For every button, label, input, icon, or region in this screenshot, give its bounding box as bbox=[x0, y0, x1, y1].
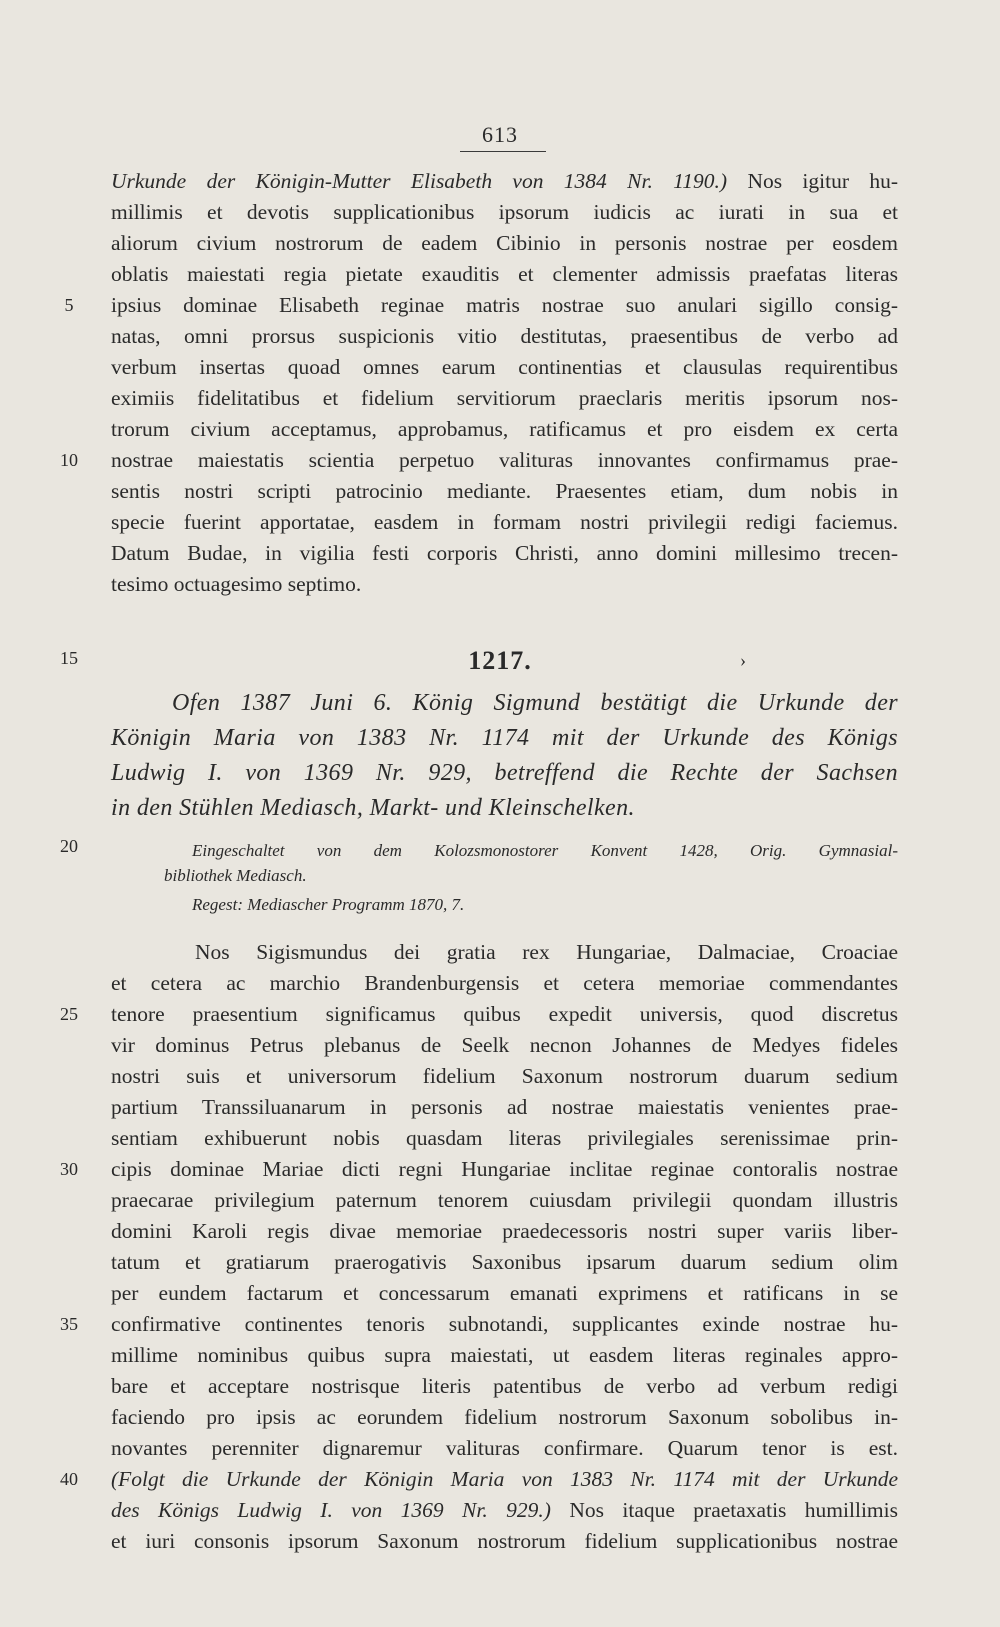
line-number: 30 bbox=[60, 1159, 78, 1179]
text-line: nostrae maiestatis scientia perpetuo valituras innovantes confirmamus prae- bbox=[111, 448, 898, 472]
margin-mark: › bbox=[740, 650, 746, 670]
text-line: praecarae privilegium paternum tenorem cuiusdam privilegii quondam illustris bbox=[111, 1188, 898, 1212]
text-line: oblatis maiestati regia pietate exauditis et clementer admissis praefatas literas bbox=[111, 262, 898, 286]
text-span: Nos itaque praetaxatis humillimis bbox=[550, 1498, 898, 1522]
italic-reference: Urkunde der Königin-Mutter Elisabeth von 1384 Nr. 1190.) bbox=[111, 169, 728, 193]
regest-line: Königin Maria von 1383 Nr. 1174 mit der Urkunde des Königs bbox=[111, 725, 898, 751]
text-line: tenore praesentium significamus quibus expedit universis, quod discretus bbox=[111, 1002, 898, 1026]
text-line: tatum et gratiarum praerogativis Saxonibus ipsarum duarum sedium olim bbox=[111, 1250, 898, 1274]
text-line: et cetera ac marchio Brandenburgensis et cetera memoriae commendantes bbox=[111, 971, 898, 995]
text-line: partium Transsiluanarum in personis ad nostrae maiestatis venientes prae- bbox=[111, 1095, 898, 1119]
text-line: tesimo octuagesimo septimo. bbox=[111, 572, 362, 596]
text-line: Datum Budae, in vigilia festi corporis Christi, anno domini millesimo trecen- bbox=[111, 541, 898, 565]
line-number: 25 bbox=[60, 1004, 78, 1024]
regest-line: Ofen 1387 Juni 6. König Sigmund bestätigt die Urkunde der bbox=[172, 690, 898, 716]
text-line: ipsius dominae Elisabeth reginae matris nostrae suo anulari sigillo consig- bbox=[111, 293, 898, 317]
text-line bbox=[111, 166, 898, 197]
text-line: specie fuerint apportatae, easdem in formam nostri privilegii redigi faciemus. bbox=[111, 510, 898, 534]
italic-reference: des Königs Ludwig I. von 1369 Nr. 929.) bbox=[111, 1498, 551, 1522]
line-number: 10 bbox=[60, 450, 78, 470]
text-line bbox=[111, 1495, 898, 1526]
text-line: per eundem factarum et concessarum emanati exprimens et ratificans in se bbox=[111, 1281, 898, 1305]
text-line: aliorum civium nostrorum de eadem Cibinio in personis nostrae per eosdem bbox=[111, 231, 898, 255]
text-line: novantes perenniter dignaremur valituras confirmare. Quarum tenor is est. bbox=[111, 1436, 898, 1460]
page-number-rule bbox=[460, 151, 546, 152]
italic-reference: (Folgt die Urkunde der Königin Maria von 1383 Nr. 1174 mit der Urkunde bbox=[111, 1467, 898, 1491]
text-line: sentis nostri scripti patrocinio mediante. Praesentes etiam, dum nobis in bbox=[111, 479, 898, 503]
text-line: bare et acceptare nostrisque literis patentibus de verbo ad verbum redigi bbox=[111, 1374, 898, 1398]
text-line bbox=[111, 1464, 898, 1495]
text-line: confirmative continentes tenoris subnotandi, supplicantes exinde nostrae hu- bbox=[111, 1312, 898, 1336]
text-line: nostri suis et universorum fidelium Saxonum nostrorum duarum sedium bbox=[111, 1064, 898, 1088]
source-note: bibliothek Mediasch. bbox=[164, 866, 307, 885]
text-line: et iuri consonis ipsorum Saxonum nostrorum fidelium supplicationibus nostrae bbox=[111, 1529, 898, 1553]
text-line: Nos Sigismundus dei gratia rex Hungariae, Dalmaciae, Croaciae bbox=[195, 940, 898, 964]
line-number: 20 bbox=[60, 836, 78, 856]
line-number: 35 bbox=[60, 1314, 78, 1334]
regest-line: Ludwig I. von 1369 Nr. 929, betreffend die Rechte der Sachsen bbox=[111, 760, 898, 786]
line-number: 5 bbox=[64, 295, 74, 315]
text-line: domini Karoli regis divae memoriae praedecessoris nostri super variis liber- bbox=[111, 1219, 898, 1243]
line-number: 40 bbox=[60, 1469, 78, 1489]
text-line: trorum civium acceptamus, approbamus, ratificamus et pro eisdem ex certa bbox=[111, 417, 898, 441]
text-line: faciendo pro ipsis ac eorundem fidelium nostrorum Saxonum sobolibus in- bbox=[111, 1405, 898, 1429]
text-line: natas, omni prorsus suspicionis vitio destitutas, praesentibus de verbo ad bbox=[111, 324, 898, 348]
line-number: 15 bbox=[60, 648, 78, 668]
text-line: cipis dominae Mariae dicti regni Hungariae inclitae reginae contoralis nostrae bbox=[111, 1157, 898, 1181]
text-span: Nos igitur hu- bbox=[727, 169, 899, 193]
text-line: eximiis fidelitatibus et fidelium servitiorum praeclaris meritis ipsorum nos- bbox=[111, 386, 898, 410]
regest-line: in den Stühlen Mediasch, Markt- und Kleinschelken. bbox=[111, 795, 635, 821]
text-line: vir dominus Petrus plebanus de Seelk necnon Johannes de Medyes fideles bbox=[111, 1033, 898, 1057]
text-line: millimis et devotis supplicationibus ipsorum iudicis ac iurati in sua et bbox=[111, 200, 898, 224]
source-note: Regest: Mediascher Programm 1870, 7. bbox=[192, 895, 465, 914]
text-line: sentiam exhibuerunt nobis quasdam literas privilegiales serenissimae prin- bbox=[111, 1126, 898, 1150]
text-line: millime nominibus quibus supra maiestati, ut easdem literas reginales appro- bbox=[111, 1343, 898, 1367]
document-number: 1217. bbox=[468, 646, 532, 675]
text-line: verbum insertas quoad omnes earum continentias et clausulas requirentibus bbox=[111, 355, 898, 379]
page-number: 613 bbox=[482, 122, 518, 147]
source-note: Eingeschaltet von dem Kolozsmonostorer Konvent 1428, Orig. Gymnasial- bbox=[192, 841, 898, 860]
